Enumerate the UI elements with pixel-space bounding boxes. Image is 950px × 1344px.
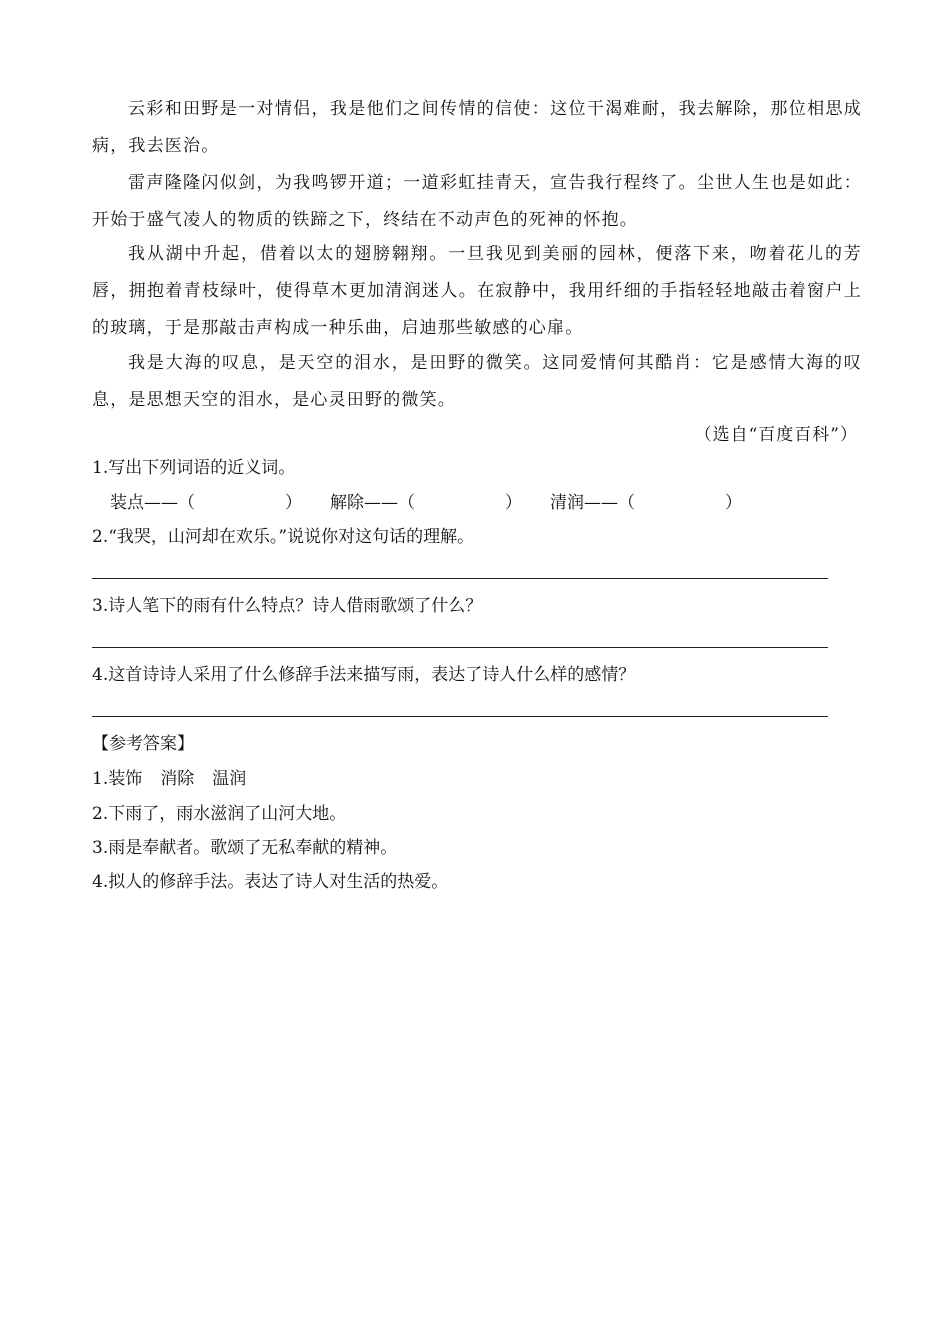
question-3: 3.诗人笔下的雨有什么特点？诗人借雨歌颂了什么？ [92, 596, 483, 616]
synonym-item-2 [330, 488, 522, 518]
synonym-word-2: 解除——（ [330, 493, 415, 513]
passage-paragraph-4: 我是大海的叹息，是天空的泪水，是田野的微笑。这同爱情何其酷肖：它是感情大海的叹息，是思想天空的泪水，是心灵田野的微笑。 [92, 353, 862, 410]
question-2: 2.“我哭，山河却在欢乐。”说说你对这句话的理解。 [92, 527, 475, 547]
answer-line-4[interactable] [92, 716, 828, 717]
answer-line-3[interactable] [92, 647, 828, 648]
answer-1-item-2: 消除 [160, 769, 195, 789]
question-1: 1.写出下列词语的近义词。 [92, 458, 296, 478]
synonym-close-2: ） [505, 493, 522, 513]
answer-2: 2.下雨了，雨水滋润了山河大地。 [92, 804, 347, 824]
synonym-item-1 [110, 488, 302, 518]
answer-1-item-1: 装饰 [108, 769, 143, 789]
synonym-word-3: 清润——（ [550, 493, 635, 513]
passage-paragraph-2: 雷声隆隆闪似剑，为我鸣锣开道；一道彩虹挂青天，宣告我行程终了。尘世人生也是如此：开始于盛气凌人的物质的铁蹄之下，终结在不动声色的死神的怀抱。 [92, 173, 862, 230]
synonym-blanks [110, 488, 742, 518]
answer-3: 3.雨是奉献者。歌颂了无私奉献的精神。 [92, 838, 398, 858]
answer-1-prefix: 1. [92, 769, 109, 789]
answer-1 [92, 764, 246, 794]
synonym-close-3: ） [725, 493, 742, 513]
passage-paragraph-1: 云彩和田野是一对情侣，我是他们之间传情的信使：这位干渴难耐，我去解除，那位相思成病，我去医治。 [92, 99, 862, 156]
synonym-word-1: 装点——（ [110, 493, 195, 513]
answer-1-item-3: 温润 [212, 769, 247, 789]
passage-paragraph-3: 我从湖中升起，借着以太的翅膀翱翔。一旦我见到美丽的园林，便落下来，吻着花儿的芳唇，拥抱着青枝绿叶，使得草木更加清润迷人。在寂静中，我用纤细的手指轻轻地敲击着窗户上的玻璃，于是那敲击声构成一种乐曲，启迪那些敏感的心扉。 [92, 244, 862, 338]
question-4: 4.这首诗诗人采用了什么修辞手法来描写雨，表达了诗人什么样的感情？ [92, 665, 636, 685]
answers-heading: 【参考答案】 [92, 734, 194, 754]
answer-4: 4.拟人的修辞手法。表达了诗人对生活的热爱。 [92, 872, 449, 892]
synonym-item-3 [550, 488, 742, 518]
synonym-close-1: ） [285, 493, 302, 513]
answer-line-2[interactable] [92, 578, 828, 579]
passage-source: （选自“百度百科”） [694, 425, 858, 445]
